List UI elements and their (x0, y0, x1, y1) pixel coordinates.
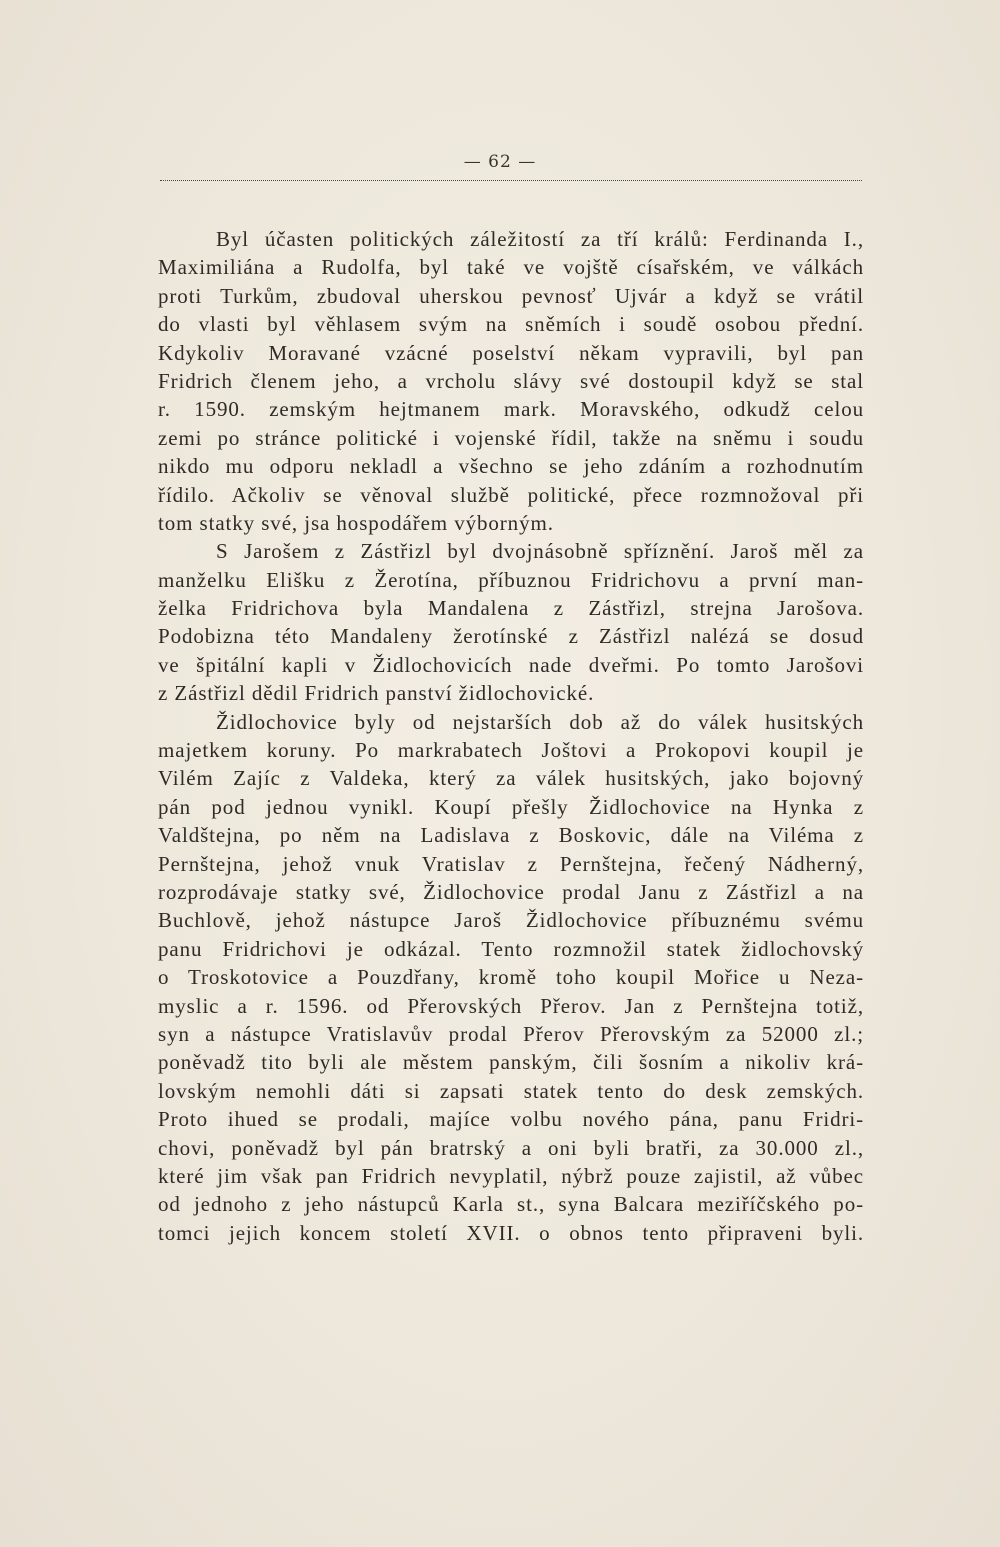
text-line: řídilo. Ačkoliv se věnoval službě politické, přece rozmnožoval při (158, 482, 864, 507)
text-line: do vlasti byl věhlasem svým na sněmích i soudě osobou přední. (158, 312, 864, 337)
text-line: myslic a r. 1596. od Přerovských Přerov. Jan z Pernštejna totiž, (158, 993, 864, 1018)
text-line: Fridrich členem jeho, a vrcholu slávy své dostoupil když se stal (158, 368, 864, 393)
page-number: — 62 — (463, 152, 537, 172)
text-line: chovi, poněvadž byl pán bratrský a oni byli bratři, za 30.000 zl., (158, 1135, 864, 1160)
text-line: které jim však pan Fridrich nevyplatil, nýbrž pouze zajistil, až vůbec (158, 1163, 864, 1188)
text-line: syn a nástupce Vratislavův prodal Přerov Přerovským za 52000 zl.; (158, 1021, 864, 1046)
text-line: Kdykoliv Moravané vzácné poselství někam vypravili, byl pan (158, 340, 864, 365)
text-line: lovským nemohli dáti si zapsati statek tento do desk zemských. (158, 1078, 864, 1103)
text-line: poněvadž tito byli ale městem panským, čili šosním a nikoliv krá- (158, 1050, 864, 1075)
body-text (158, 225, 864, 1247)
text-line: Pernštejna, jehož vnuk Vratislav z Pernštejna, řečený Nádherný, (158, 851, 864, 876)
text-line: tomci jejich koncem století XVII. o obnos tento připraveni byli. (158, 1220, 864, 1245)
text-line: tom statky své, jsa hospodářem výborným. (158, 510, 554, 535)
text-line: Byl účasten politických záležitostí za tří králů: Ferdinanda I., (216, 227, 864, 251)
text-line: r. 1590. zemským hejtmanem mark. Moravského, odkudž celou (158, 397, 864, 422)
text-line: Podobizna této Mandaleny žerotínské z Zástřizl nalézá se dosud (158, 624, 864, 649)
text-line: nikdo mu odporu nekladl a všechno se jeho zdáním a rozhodnutím (158, 454, 864, 479)
text-line: pán pod jednou vynikl. Koupí přešly Židlochovice na Hynka z (158, 794, 864, 819)
text-line: o Troskotovice a Pouzdřany, kromě toho koupil Mořice u Neza- (158, 965, 864, 990)
text-line: Buchlově, jehož nástupce Jaroš Židlochovice příbuznému svému (158, 908, 864, 933)
text-line: zemi po stránce politické i vojenské řídil, takže na sněmu i soudu (158, 425, 864, 450)
text-line: Valdštejna, po něm na Ladislava z Boskovic, dále na Viléma z (158, 823, 864, 848)
header-rule (160, 180, 862, 181)
text-line: proti Turkům, zbudoval uherskou pevnosť Ujvár a když se vrátil (158, 283, 864, 308)
text-line: manželku Elišku z Žerotína, příbuznou Fridrichovu a první man- (158, 567, 864, 592)
text-line: Proto ihued se prodali, majíce volbu nového pána, panu Fridri- (158, 1107, 864, 1132)
text-line: z Zástřizl dědil Fridrich panství židlochovické. (158, 681, 595, 706)
text-line: rozprodávaje statky své, Židlochovice prodal Janu z Zástřizl a na (158, 879, 864, 904)
text-line: Židlochovice byly od nejstarších dob až do válek husitských (216, 709, 864, 734)
text-line: majetkem koruny. Po markrabatech Joštovi a Prokopovi koupil je (158, 738, 864, 763)
text-line: Vilém Zajíc z Valdeka, který za válek husitských, jako bojovný (158, 766, 864, 791)
text-line: Maximiliána a Rudolfa, byl také ve vojště císařském, ve válkách (158, 255, 864, 280)
text-line: panu Fridrichovi je odkázal. Tento rozmnožil statek židlochovský (158, 936, 864, 961)
text-line: S Jarošem z Zástřizl byl dvojnásobně spříznění. Jaroš měl za (216, 539, 864, 564)
text-line: želka Fridrichova byla Mandalena z Zástřizl, strejna Jarošova. (158, 596, 864, 621)
text-line: ve špitální kapli v Židlochovicích nade dveřmi. Po tomto Jarošovi (158, 652, 864, 677)
text-line: od jednoho z jeho nástupců Karla st., syna Balcara meziříčského po- (158, 1192, 864, 1217)
